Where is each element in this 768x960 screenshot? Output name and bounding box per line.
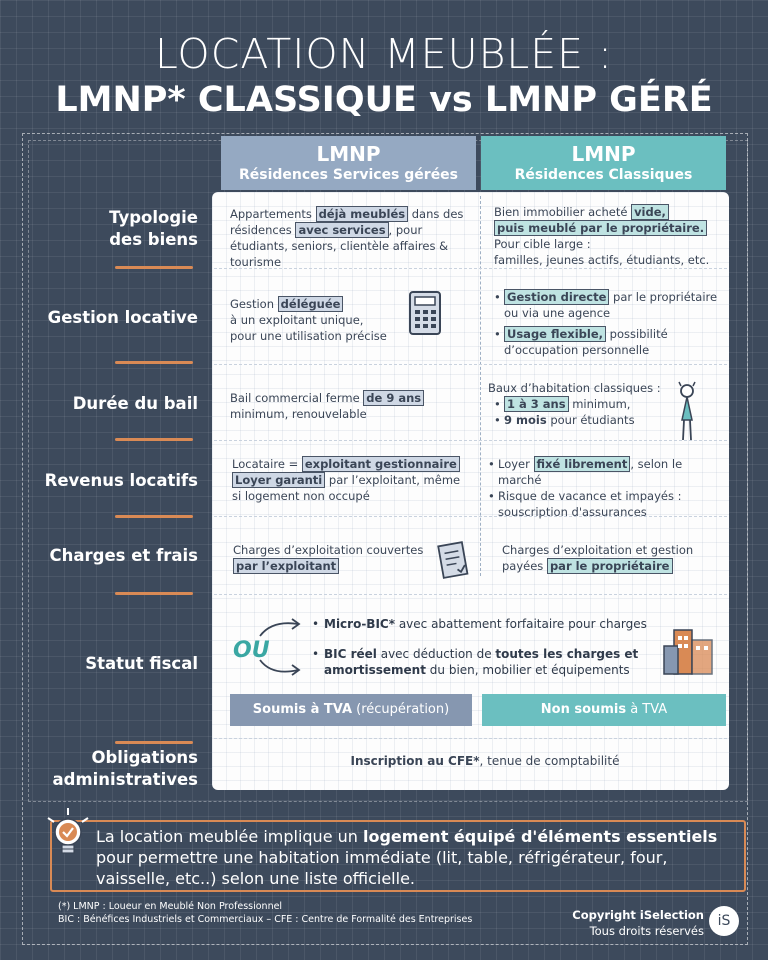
iselection-logo: iS xyxy=(709,906,739,936)
highlight: Loyer garanti xyxy=(232,472,325,488)
row-label-obligations xyxy=(20,747,198,791)
text-span: avec déduction de xyxy=(376,647,496,661)
tva-right-badge xyxy=(482,694,726,726)
orange-underline xyxy=(115,515,193,518)
row-label-fiscal: Statut fiscal xyxy=(85,654,198,673)
charges-left-text xyxy=(233,542,433,574)
text-span: Gestion xyxy=(230,297,278,311)
text-span: minimum, xyxy=(568,397,631,411)
orange-underline xyxy=(115,361,193,364)
revenus-left-text xyxy=(232,456,472,504)
list-item xyxy=(488,488,724,520)
typologie-right-text xyxy=(494,204,722,268)
list-item xyxy=(494,396,688,412)
text-span: par le propriétaire ou via une agence xyxy=(504,290,718,320)
highlight: 1 à 3 ans xyxy=(504,396,569,412)
text-span: Micro-BIC* xyxy=(324,617,396,631)
text-span: Inscription au CFE* xyxy=(350,754,480,768)
text-span: payées xyxy=(502,559,547,573)
text-span: , pour étudiants, seniors, clientèle affaires & tourisme xyxy=(230,223,449,269)
row-divider xyxy=(214,440,727,441)
lightbulb-icon xyxy=(44,806,92,862)
footnotes xyxy=(58,900,472,926)
highlight: fixé librement xyxy=(534,456,631,472)
duree-right-text xyxy=(488,380,688,428)
highlight: par le propriétaire xyxy=(547,558,673,574)
document-icon xyxy=(436,540,470,582)
list-item xyxy=(312,616,652,632)
highlight: par l’exploitant xyxy=(233,558,339,574)
obligations-text xyxy=(260,754,710,768)
row-divider xyxy=(214,738,727,739)
highlight: Gestion directe xyxy=(504,289,609,305)
column-right-title: LMNP xyxy=(571,142,636,166)
row-label-duree: Durée du bail xyxy=(72,394,198,413)
row-label-line: des biens xyxy=(109,230,198,249)
footnote-line: BIC : Bénéfices Industriels et Commerciaux – CFE : Centre de Formalité des Entreprises xyxy=(58,914,473,925)
row-label-typologie xyxy=(20,207,198,251)
row-divider xyxy=(214,594,727,595)
text-line: Pour cible large : xyxy=(494,237,591,251)
list-item xyxy=(488,456,724,488)
text-line: Charges d’exploitation et gestion xyxy=(502,543,694,557)
text-span: La location meublée implique un xyxy=(96,827,363,846)
text-span: à TVA xyxy=(626,702,668,717)
column-header-left xyxy=(221,136,476,190)
orange-underline xyxy=(115,592,193,595)
text-span: Loyer xyxy=(498,457,534,471)
text-span: Non soumis xyxy=(540,702,627,717)
row-divider xyxy=(214,364,727,365)
orange-underline xyxy=(115,741,193,744)
row-label-line: administratives xyxy=(52,770,198,789)
copyright xyxy=(540,907,704,939)
text-span: Appartements xyxy=(230,207,316,221)
list-item xyxy=(494,412,688,428)
highlight: puis meublé par le propriétaire. xyxy=(494,220,707,236)
text-span: Bien immobilier acheté xyxy=(494,205,632,219)
highlight: vide, xyxy=(631,204,669,220)
text-line: familles, jeunes actifs, étudiants, etc. xyxy=(494,253,710,267)
column-header-right xyxy=(481,136,726,190)
text-span: avec abattement forfaitaire pour charges xyxy=(395,617,647,631)
typologie-left-text xyxy=(230,206,474,270)
text-span: Locataire = xyxy=(232,457,302,471)
list-item xyxy=(312,646,652,678)
buildings-icon xyxy=(662,628,716,676)
column-right-subtitle: Résidences Classiques xyxy=(514,167,693,183)
page-title-line1: LOCATION MEUBLÉE : xyxy=(155,30,613,78)
text-line: Charges d’exploitation couvertes xyxy=(233,543,424,557)
revenus-right-text xyxy=(488,456,724,520)
text-span: logement équipé d'éléments essentiels xyxy=(363,827,718,846)
row-label-charges: Charges et frais xyxy=(49,546,198,565)
text-line: à un exploitant unique, xyxy=(230,313,364,327)
text-span: pour étudiants xyxy=(546,413,635,427)
text-span: possibilité d’occupation personnelle xyxy=(504,327,668,357)
highlight: exploitant gestionnaire xyxy=(302,456,460,472)
highlight: déléguée xyxy=(278,296,344,312)
text-span: du bien, mobilier et équipements xyxy=(425,663,630,677)
tva-left-badge xyxy=(230,694,472,726)
text-span: par l’exploitant, même si logement non occupé xyxy=(232,473,461,503)
row-label-revenus: Revenus locatifs xyxy=(44,471,198,490)
column-left-title: LMNP xyxy=(316,142,381,166)
row-label-line: Obligations xyxy=(91,748,198,767)
copyright-line: Copyright iSelection xyxy=(572,908,704,922)
text-span: dans des résidences xyxy=(230,207,464,237)
list-item xyxy=(494,289,722,321)
text-line: Baux d’habitation classiques : xyxy=(488,381,661,395)
text-span: (récupération) xyxy=(352,702,450,717)
column-divider xyxy=(480,196,481,576)
ou-label: OU xyxy=(233,638,270,663)
highlight: Usage flexible, xyxy=(504,326,606,342)
text-span: BIC réel xyxy=(324,647,377,661)
list-item xyxy=(494,326,722,358)
text-span: Bail commercial ferme xyxy=(230,391,364,405)
text-span: pour permettre une habitation immédiate (lit, table, réfrigérateur, four, vaisselle, etc..) selon une liste officielle. xyxy=(96,848,668,888)
row-label-gestion: Gestion locative xyxy=(47,308,198,327)
gestion-right-text xyxy=(494,289,722,358)
text-span: Risque de vacance et impayés : souscription d'assurances xyxy=(498,489,682,519)
row-label-line: Typologie xyxy=(109,208,198,227)
highlight: déjà meublés xyxy=(316,206,409,222)
calculator-icon xyxy=(408,290,442,336)
fiscal-options xyxy=(312,616,652,686)
charges-right-text xyxy=(502,542,722,574)
person-icon xyxy=(672,380,702,442)
text-line: pour une utilisation précise xyxy=(230,329,387,343)
highlight: de 9 ans xyxy=(363,390,424,406)
text-line: minimum, renouvelable xyxy=(230,407,367,421)
orange-underline xyxy=(115,266,193,269)
highlight: avec services xyxy=(295,222,388,238)
text-span: Soumis à TVA xyxy=(252,702,353,717)
text-span: , tenue de comptabilité xyxy=(479,754,620,768)
orange-underline xyxy=(115,438,193,441)
duree-left-text xyxy=(230,390,470,422)
page-title-line2: LMNP* CLASSIQUE vs LMNP GÉRÉ xyxy=(55,80,713,120)
gestion-left-text xyxy=(230,296,400,344)
copyright-line: Tous droits réservés xyxy=(589,924,704,938)
text-span: , selon le marché xyxy=(498,457,683,487)
text-span: toutes les charges et amortissement xyxy=(324,647,639,677)
note-text xyxy=(96,826,746,889)
footnote-line: (*) LMNP : Loueur en Meublé Non Professionnel xyxy=(58,901,283,912)
column-left-subtitle: Résidences Services gérées xyxy=(238,167,459,183)
text-span: 9 mois xyxy=(504,413,547,427)
